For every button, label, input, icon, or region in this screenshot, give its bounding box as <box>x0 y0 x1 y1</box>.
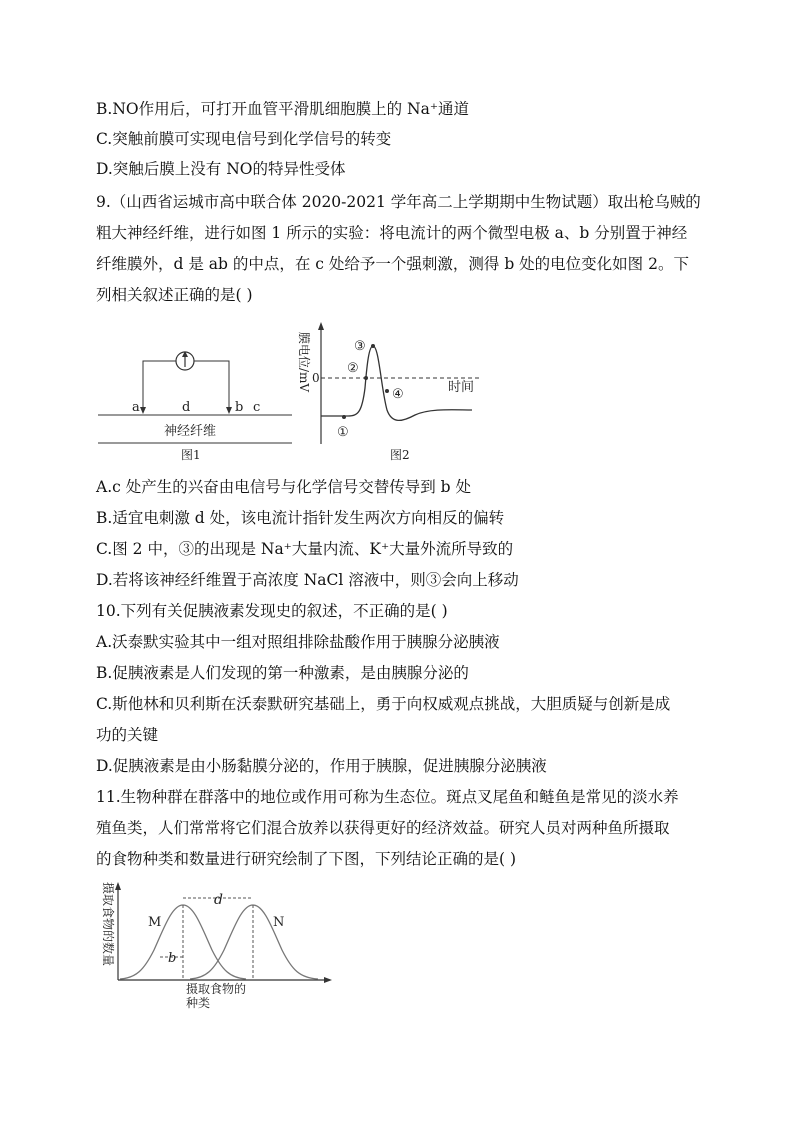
figure-2-potential-chart <box>290 318 485 466</box>
curve-n <box>190 905 318 979</box>
point-3 <box>371 344 375 348</box>
text-line: 列相关叙述正确的是( ) <box>96 286 253 304</box>
text-line: C.突触前膜可实现电信号到化学信号的转变 <box>96 130 392 148</box>
figure-3-niche-chart <box>96 880 336 1010</box>
label-1: ① <box>337 425 349 440</box>
text-line: C.图 2 中，③的出现是 Na⁺大量内流、K⁺大量外流所导致的 <box>96 540 514 558</box>
point-2 <box>364 376 368 380</box>
text-line: B.促胰液素是人们发现的第一种激素，是由胰腺分泌的 <box>96 664 469 682</box>
x-axis-label-1: 摄取食物的 <box>186 982 247 996</box>
label-d: d <box>214 892 223 908</box>
text-line: 9.（山西省运城市高中联合体 2020-2021 学年高二上学期期中生物试题）取出枪乌贼的 <box>96 193 701 211</box>
fiber-label: 神经纤维 <box>164 424 217 439</box>
label-a: a <box>132 400 140 415</box>
label-d: d <box>182 400 191 415</box>
point-4 <box>385 389 389 393</box>
label-b: b <box>168 951 177 966</box>
text-line: 10.下列有关促胰液素发现史的叙述，不正确的是( ) <box>96 602 448 620</box>
figure-1-caption: 图1 <box>181 448 201 462</box>
label-3: ③ <box>354 339 366 354</box>
label-4: ④ <box>392 387 404 402</box>
text-line: A.沃泰默实验其中一组对照组排除盐酸作用于胰腺分泌胰液 <box>96 633 500 651</box>
figure-2-caption: 图2 <box>390 448 410 462</box>
text-line: 纤维膜外，d 是 ab 的中点，在 c 处给予一个强刺激，测得 b 处的电位变化如图 2。下 <box>96 255 689 273</box>
y-axis-label: 膜电位/mV <box>297 332 311 393</box>
text-line: A.c 处产生的兴奋由电信号与化学信号交替传导到 b 处 <box>96 478 472 496</box>
label-c: c <box>253 400 261 415</box>
text-line: B.适宜电刺激 d 处，该电流计指针发生两次方向相反的偏转 <box>96 509 505 527</box>
point-1 <box>342 415 346 419</box>
text-line: 的食物种类和数量进行研究绘制了下图，下列结论正确的是( ) <box>96 850 517 868</box>
text-line: B.NO作用后，可打开血管平滑肌细胞膜上的 Na⁺通道 <box>96 100 470 118</box>
text-line: D.突触后膜上没有 NO的特异性受体 <box>96 160 346 178</box>
label-b: b <box>235 400 244 415</box>
y-axis-label: 摄取食物的数量 <box>101 882 115 967</box>
label-2: ② <box>347 361 359 376</box>
x-axis-label: 时间 <box>448 380 475 395</box>
text-line: 粗大神经纤维，进行如图 1 所示的实验：将电流计的两个微型电极 a、b 分别置于神经 <box>96 224 688 242</box>
label-n: N <box>273 915 285 930</box>
label-m: M <box>148 915 162 930</box>
text-line: 功的关键 <box>96 726 159 744</box>
text-line: D.若将该神经纤维置于高浓度 NaCl 溶液中，则③会向上移动 <box>96 571 519 589</box>
x-axis-label-2: 种类 <box>186 996 211 1010</box>
text-line: 11.生物种群在群落中的地位或作用可称为生态位。斑点叉尾鱼和鲢鱼是常见的淡水养 <box>96 788 679 806</box>
text-line: C.斯他林和贝利斯在沃泰默研究基础上，勇于向权威观点挑战，大胆质疑与创新是成 <box>96 695 671 713</box>
zero-label: 0 <box>312 371 320 385</box>
figure-1-electrode-diagram <box>96 345 296 465</box>
text-line: 殖鱼类，人们常常将它们混合放养以获得更好的经济效益。研究人员对两种鱼所摄取 <box>96 819 670 837</box>
text-line: D.促胰液素是由小肠黏膜分泌的，作用于胰腺，促进胰腺分泌胰液 <box>96 757 547 775</box>
